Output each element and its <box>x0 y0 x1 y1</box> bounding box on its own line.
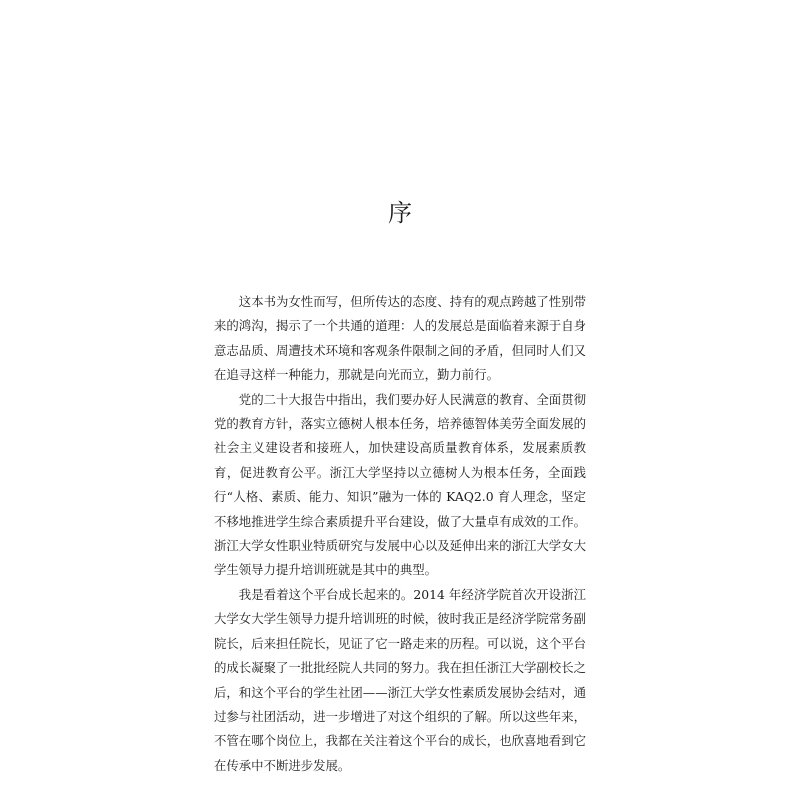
paragraph-2: 党的二十大报告中指出，我们要办好人民满意的教育、全面贯彻党的教育方针，落实立德树人根本任务，培养德智体美劳全面发展的社会主义建设者和接班人，加快建设高质量教育体系，发展素质教育，促进教育公平。浙江大学坚持以立德树人为根本任务，全面践行“人格、素质、能力、知识”融为一体的 KAQ2.0 育人理念，坚定不移地推进学生综合素质提升平台建设，做了大量卓有成效的工作。浙江大学女性职业特质研究与发展中心以及延伸出来的浙江大学女大学生领导力提升培训班就是其中的典型。 <box>214 391 586 578</box>
preface-body <box>214 290 586 778</box>
paragraph-1: 这本书为女性而写，但所传达的态度、持有的观点跨越了性别带来的鸿沟，揭示了一个共通的道理：人的发展总是面临着来源于自身意志品质、周遭技术环境和客观条件限制之间的矛盾，但同时人们又在追寻这样一种能力，那就是向光而立，勤力前行。 <box>214 294 586 383</box>
paragraph-3: 我是看着这个平台成长起来的。2014 年经济学院首次开设浙江大学女大学生领导力提升培训班的时候，彼时我正是经济学院常务副院长，后来担任院长，见证了它一路走来的历程。可以说，这个平台的成长凝聚了一批批经院人共同的努力。我在担任浙江大学副校长之后，和这个平台的学生社团——浙江大学女性素质发展协会结对，通过参与社团活动，进一步增进了对这个组织的了解。所以这些年来，不管在哪个岗位上，我都在关注着这个平台的成长，也欣喜地看到它在传承中不断进步发展。 <box>214 586 586 773</box>
preface-title: 序 <box>388 199 412 227</box>
